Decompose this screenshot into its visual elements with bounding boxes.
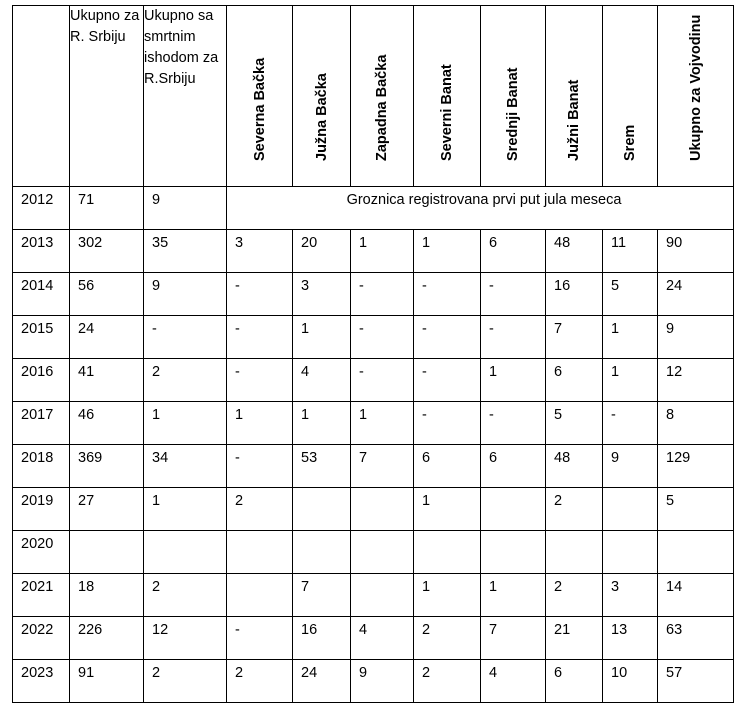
table-cell: 4 bbox=[481, 660, 546, 703]
table-cell: 7 bbox=[293, 574, 351, 617]
year-cell: 2015 bbox=[13, 316, 70, 359]
note-cell: Groznica registrovana prvi put jula meseca bbox=[227, 187, 734, 230]
table-cell: 53 bbox=[293, 445, 351, 488]
table-cell: 57 bbox=[658, 660, 734, 703]
table-cell: 9 bbox=[351, 660, 414, 703]
table-row bbox=[13, 660, 734, 703]
table-cell: 2 bbox=[414, 617, 481, 660]
table-cell: - bbox=[414, 359, 481, 402]
year-cell: 2018 bbox=[13, 445, 70, 488]
header-label: Zapadna Bačka bbox=[374, 54, 390, 161]
table-cell bbox=[293, 531, 351, 574]
header-severna-backa bbox=[227, 6, 293, 187]
year-cell: 2016 bbox=[13, 359, 70, 402]
table-row bbox=[13, 273, 734, 316]
table-cell: 302 bbox=[70, 230, 144, 273]
table-cell: 2 bbox=[227, 660, 293, 703]
year-cell: 2013 bbox=[13, 230, 70, 273]
table-cell bbox=[227, 531, 293, 574]
table-cell: 16 bbox=[293, 617, 351, 660]
table-cell: 6 bbox=[546, 660, 603, 703]
table-cell: 46 bbox=[70, 402, 144, 445]
table-cell: 2 bbox=[144, 359, 227, 402]
table-cell bbox=[414, 531, 481, 574]
table-cell: 1 bbox=[144, 402, 227, 445]
table-row bbox=[13, 230, 734, 273]
table-row bbox=[13, 445, 734, 488]
table-cell bbox=[351, 531, 414, 574]
table-cell: 12 bbox=[658, 359, 734, 402]
table-cell: 5 bbox=[603, 273, 658, 316]
table-cell: - bbox=[351, 316, 414, 359]
header-label: Srem bbox=[622, 124, 638, 161]
header-row bbox=[13, 6, 734, 187]
table-cell bbox=[658, 531, 734, 574]
table-cell: 1 bbox=[351, 402, 414, 445]
table-cell: - bbox=[227, 617, 293, 660]
table-cell: 9 bbox=[144, 273, 227, 316]
table-cell: 6 bbox=[414, 445, 481, 488]
table-cell: 369 bbox=[70, 445, 144, 488]
table-row bbox=[13, 402, 734, 445]
table-cell: - bbox=[414, 402, 481, 445]
table-cell: - bbox=[481, 273, 546, 316]
table-cell: - bbox=[351, 273, 414, 316]
table-cell: 6 bbox=[481, 445, 546, 488]
year-cell: 2019 bbox=[13, 488, 70, 531]
table-cell: - bbox=[227, 445, 293, 488]
table-row bbox=[13, 488, 734, 531]
table-cell bbox=[351, 574, 414, 617]
table-cell: 7 bbox=[481, 617, 546, 660]
table-cell: 1 bbox=[414, 230, 481, 273]
table-cell: 3 bbox=[293, 273, 351, 316]
table-cell: - bbox=[481, 402, 546, 445]
table-cell: 9 bbox=[603, 445, 658, 488]
table-cell: 12 bbox=[144, 617, 227, 660]
table-cell: 8 bbox=[658, 402, 734, 445]
table-cell: 91 bbox=[70, 660, 144, 703]
table-cell: 56 bbox=[70, 273, 144, 316]
table-cell: 1 bbox=[227, 402, 293, 445]
table-row bbox=[13, 574, 734, 617]
table-cell: 24 bbox=[658, 273, 734, 316]
table-cell: - bbox=[227, 316, 293, 359]
table-cell: 41 bbox=[70, 359, 144, 402]
table-cell: 2 bbox=[144, 660, 227, 703]
header-ukupno-vojvodina bbox=[658, 6, 734, 187]
table-cell: 3 bbox=[227, 230, 293, 273]
table-cell: 27 bbox=[70, 488, 144, 531]
header-zapadna-backa bbox=[351, 6, 414, 187]
table-row bbox=[13, 359, 734, 402]
year-cell: 2012 bbox=[13, 187, 70, 230]
year-cell: 2021 bbox=[13, 574, 70, 617]
table-cell bbox=[603, 488, 658, 531]
year-cell: 2014 bbox=[13, 273, 70, 316]
table-cell: - bbox=[351, 359, 414, 402]
table-cell: 1 bbox=[414, 488, 481, 531]
data-rows bbox=[13, 230, 734, 703]
table-cell: 2 bbox=[227, 488, 293, 531]
table-cell: 226 bbox=[70, 617, 144, 660]
table-cell: 2 bbox=[414, 660, 481, 703]
table-cell: 13 bbox=[603, 617, 658, 660]
table-cell: 20 bbox=[293, 230, 351, 273]
header-juzna-backa bbox=[293, 6, 351, 187]
header-label: Južni Banat bbox=[566, 79, 582, 161]
table-cell bbox=[546, 531, 603, 574]
table-row bbox=[13, 617, 734, 660]
table-cell: 11 bbox=[603, 230, 658, 273]
table-cell: 35 bbox=[144, 230, 227, 273]
year-cell: 2023 bbox=[13, 660, 70, 703]
table-cell: 1 bbox=[603, 359, 658, 402]
table-cell: 6 bbox=[481, 230, 546, 273]
header-label: Severna Bačka bbox=[251, 57, 268, 161]
table-cell bbox=[70, 531, 144, 574]
table-cell: 3 bbox=[603, 574, 658, 617]
table-cell: 34 bbox=[144, 445, 227, 488]
table-cell: 7 bbox=[351, 445, 414, 488]
data-table bbox=[12, 5, 734, 703]
table-cell: - bbox=[227, 273, 293, 316]
table-cell: 2 bbox=[546, 574, 603, 617]
table-cell bbox=[144, 531, 227, 574]
header-label: Srednji Banat bbox=[505, 67, 521, 161]
table-cell: 5 bbox=[546, 402, 603, 445]
table-cell: - bbox=[414, 273, 481, 316]
table-cell: 18 bbox=[70, 574, 144, 617]
header-juzni-banat bbox=[546, 6, 603, 187]
table-cell: 5 bbox=[658, 488, 734, 531]
table-cell: - bbox=[227, 359, 293, 402]
table-cell: 10 bbox=[603, 660, 658, 703]
header-label: Južna Bačka bbox=[313, 73, 330, 161]
header-srem bbox=[603, 6, 658, 187]
table-cell: - bbox=[603, 402, 658, 445]
table-cell: 24 bbox=[293, 660, 351, 703]
table-cell: 63 bbox=[658, 617, 734, 660]
year-cell: 2020 bbox=[13, 531, 70, 574]
header-ukupno-srbija: Ukupno za R. Srbiju bbox=[70, 6, 144, 187]
table-cell bbox=[351, 488, 414, 531]
table-cell: 1 bbox=[144, 488, 227, 531]
table-cell: 1 bbox=[293, 316, 351, 359]
table-row bbox=[13, 187, 734, 230]
table-cell: 4 bbox=[293, 359, 351, 402]
table-cell: 4 bbox=[351, 617, 414, 660]
table-cell: - bbox=[481, 316, 546, 359]
table-cell: 2 bbox=[546, 488, 603, 531]
table-cell bbox=[227, 574, 293, 617]
table-cell: 48 bbox=[546, 230, 603, 273]
table-cell: 1 bbox=[481, 359, 546, 402]
table-cell: 21 bbox=[546, 617, 603, 660]
table-cell: 1 bbox=[351, 230, 414, 273]
header-label: Severni Banat bbox=[439, 64, 455, 161]
table-cell bbox=[293, 488, 351, 531]
table-cell: 14 bbox=[658, 574, 734, 617]
table-cell: 16 bbox=[546, 273, 603, 316]
table-cell: - bbox=[414, 316, 481, 359]
year-cell: 2017 bbox=[13, 402, 70, 445]
table-row bbox=[13, 531, 734, 574]
header-srednji-banat bbox=[481, 6, 546, 187]
table-cell: 24 bbox=[70, 316, 144, 359]
table-cell: 9 bbox=[658, 316, 734, 359]
header-label: Ukupno za Vojvodinu bbox=[687, 14, 704, 161]
table-cell: 1 bbox=[414, 574, 481, 617]
table-cell: 1 bbox=[481, 574, 546, 617]
year-cell: 2022 bbox=[13, 617, 70, 660]
table-cell bbox=[603, 531, 658, 574]
header-corner bbox=[13, 6, 70, 187]
table-cell: 48 bbox=[546, 445, 603, 488]
table-cell: 90 bbox=[658, 230, 734, 273]
table-cell bbox=[481, 531, 546, 574]
table-cell: 71 bbox=[70, 187, 144, 230]
table-cell: 9 bbox=[144, 187, 227, 230]
table-cell: 2 bbox=[144, 574, 227, 617]
table-cell: 1 bbox=[603, 316, 658, 359]
table-cell: 7 bbox=[546, 316, 603, 359]
header-severni-banat bbox=[414, 6, 481, 187]
table-row bbox=[13, 316, 734, 359]
table-cell: - bbox=[144, 316, 227, 359]
header-smrtni-ishod: Ukupno sa smrtnim ishodom za R.Srbiju bbox=[144, 6, 227, 187]
table-cell: 1 bbox=[293, 402, 351, 445]
table-cell bbox=[481, 488, 546, 531]
table-cell: 6 bbox=[546, 359, 603, 402]
table-cell: 129 bbox=[658, 445, 734, 488]
